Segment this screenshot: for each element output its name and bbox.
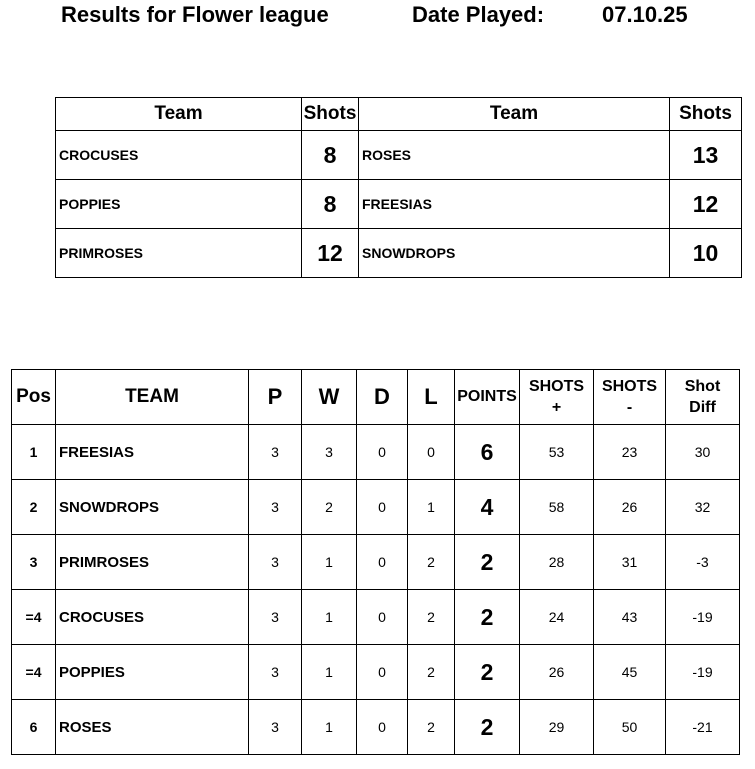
results-row: [56, 229, 742, 278]
cell-shots-against: 45: [594, 645, 666, 700]
results-row: [56, 131, 742, 180]
league-row: [12, 700, 740, 755]
cell-won: 2: [302, 480, 357, 535]
cell-shots-for: 58: [520, 480, 594, 535]
cell-played: 3: [249, 700, 302, 755]
header-shots-for: [520, 370, 594, 425]
cell-won: 3: [302, 425, 357, 480]
cell-team: SNOWDROPS: [56, 480, 249, 535]
cell-won: 1: [302, 645, 357, 700]
away-shots: 13: [670, 131, 742, 180]
results-row: [56, 180, 742, 229]
date-played-value: 07.10.25: [602, 2, 688, 27]
cell-drawn: 0: [357, 535, 408, 590]
header-points: POINTS: [455, 370, 520, 425]
league-row: [12, 535, 740, 590]
header-pos: Pos: [12, 370, 56, 425]
cell-shot-diff: -3: [666, 535, 740, 590]
cell-lost: 2: [408, 700, 455, 755]
cell-played: 3: [249, 535, 302, 590]
results-header-team: Team: [56, 98, 302, 131]
cell-pos: 3: [12, 535, 56, 590]
league-row: [12, 645, 740, 700]
league-row: [12, 425, 740, 480]
cell-drawn: 0: [357, 645, 408, 700]
cell-points: 2: [455, 645, 520, 700]
match-results-table: [55, 97, 742, 278]
header-shot-diff-line1: Shot: [684, 378, 721, 395]
cell-points: 2: [455, 590, 520, 645]
cell-shots-against: 31: [594, 535, 666, 590]
cell-points: 4: [455, 480, 520, 535]
cell-pos: =4: [12, 590, 56, 645]
away-shots: 10: [670, 229, 742, 278]
header-shot-diff-line2: Diff: [689, 399, 716, 416]
cell-team: PRIMROSES: [56, 535, 249, 590]
cell-team: POPPIES: [56, 645, 249, 700]
cell-shot-diff: -19: [666, 645, 740, 700]
cell-lost: 2: [408, 645, 455, 700]
away-team: SNOWDROPS: [359, 229, 670, 278]
cell-won: 1: [302, 700, 357, 755]
results-header-team: Team: [359, 98, 670, 131]
cell-drawn: 0: [357, 700, 408, 755]
results-header-shots: Shots: [670, 98, 742, 131]
away-team: ROSES: [359, 131, 670, 180]
cell-shot-diff: -21: [666, 700, 740, 755]
cell-lost: 2: [408, 590, 455, 645]
cell-shots-for: 28: [520, 535, 594, 590]
home-team: CROCUSES: [56, 131, 302, 180]
cell-pos: =4: [12, 645, 56, 700]
header-shots-against-line2: -: [626, 399, 633, 416]
header-won: W: [302, 370, 357, 425]
league-table: [11, 369, 740, 755]
home-team: PRIMROSES: [56, 229, 302, 278]
cell-played: 3: [249, 590, 302, 645]
cell-pos: 6: [12, 700, 56, 755]
results-header-shots: Shots: [302, 98, 359, 131]
cell-lost: 1: [408, 480, 455, 535]
home-team: POPPIES: [56, 180, 302, 229]
cell-shots-against: 50: [594, 700, 666, 755]
cell-drawn: 0: [357, 425, 408, 480]
cell-lost: 2: [408, 535, 455, 590]
cell-won: 1: [302, 590, 357, 645]
header-shot-diff: [666, 370, 740, 425]
header-shots-for-line1: SHOTS: [528, 378, 585, 395]
cell-played: 3: [249, 645, 302, 700]
cell-team: CROCUSES: [56, 590, 249, 645]
header-shots-against-line1: SHOTS: [601, 378, 658, 395]
cell-pos: 2: [12, 480, 56, 535]
cell-shots-for: 53: [520, 425, 594, 480]
home-shots: 8: [302, 131, 359, 180]
page-title: Results for Flower league: [61, 2, 329, 27]
cell-shots-against: 23: [594, 425, 666, 480]
league-row: [12, 590, 740, 645]
home-shots: 8: [302, 180, 359, 229]
header-lost: L: [408, 370, 455, 425]
cell-drawn: 0: [357, 590, 408, 645]
cell-shots-for: 29: [520, 700, 594, 755]
header-team: TEAM: [56, 370, 249, 425]
cell-points: 2: [455, 700, 520, 755]
cell-team: FREESIAS: [56, 425, 249, 480]
cell-shots-for: 24: [520, 590, 594, 645]
results-header-row: [56, 98, 742, 131]
cell-won: 1: [302, 535, 357, 590]
away-team: FREESIAS: [359, 180, 670, 229]
header-played: P: [249, 370, 302, 425]
cell-points: 6: [455, 425, 520, 480]
cell-team: ROSES: [56, 700, 249, 755]
date-played-label: Date Played:: [412, 2, 545, 27]
header-shots-for-line2: +: [551, 399, 562, 416]
cell-points: 2: [455, 535, 520, 590]
cell-drawn: 0: [357, 480, 408, 535]
cell-shot-diff: -19: [666, 590, 740, 645]
league-header-row: [12, 370, 740, 425]
cell-pos: 1: [12, 425, 56, 480]
cell-played: 3: [249, 425, 302, 480]
header-shots-against: [594, 370, 666, 425]
away-shots: 12: [670, 180, 742, 229]
cell-shots-against: 43: [594, 590, 666, 645]
cell-played: 3: [249, 480, 302, 535]
cell-lost: 0: [408, 425, 455, 480]
home-shots: 12: [302, 229, 359, 278]
cell-shots-for: 26: [520, 645, 594, 700]
cell-shot-diff: 32: [666, 480, 740, 535]
header-drawn: D: [357, 370, 408, 425]
cell-shot-diff: 30: [666, 425, 740, 480]
league-row: [12, 480, 740, 535]
cell-shots-against: 26: [594, 480, 666, 535]
